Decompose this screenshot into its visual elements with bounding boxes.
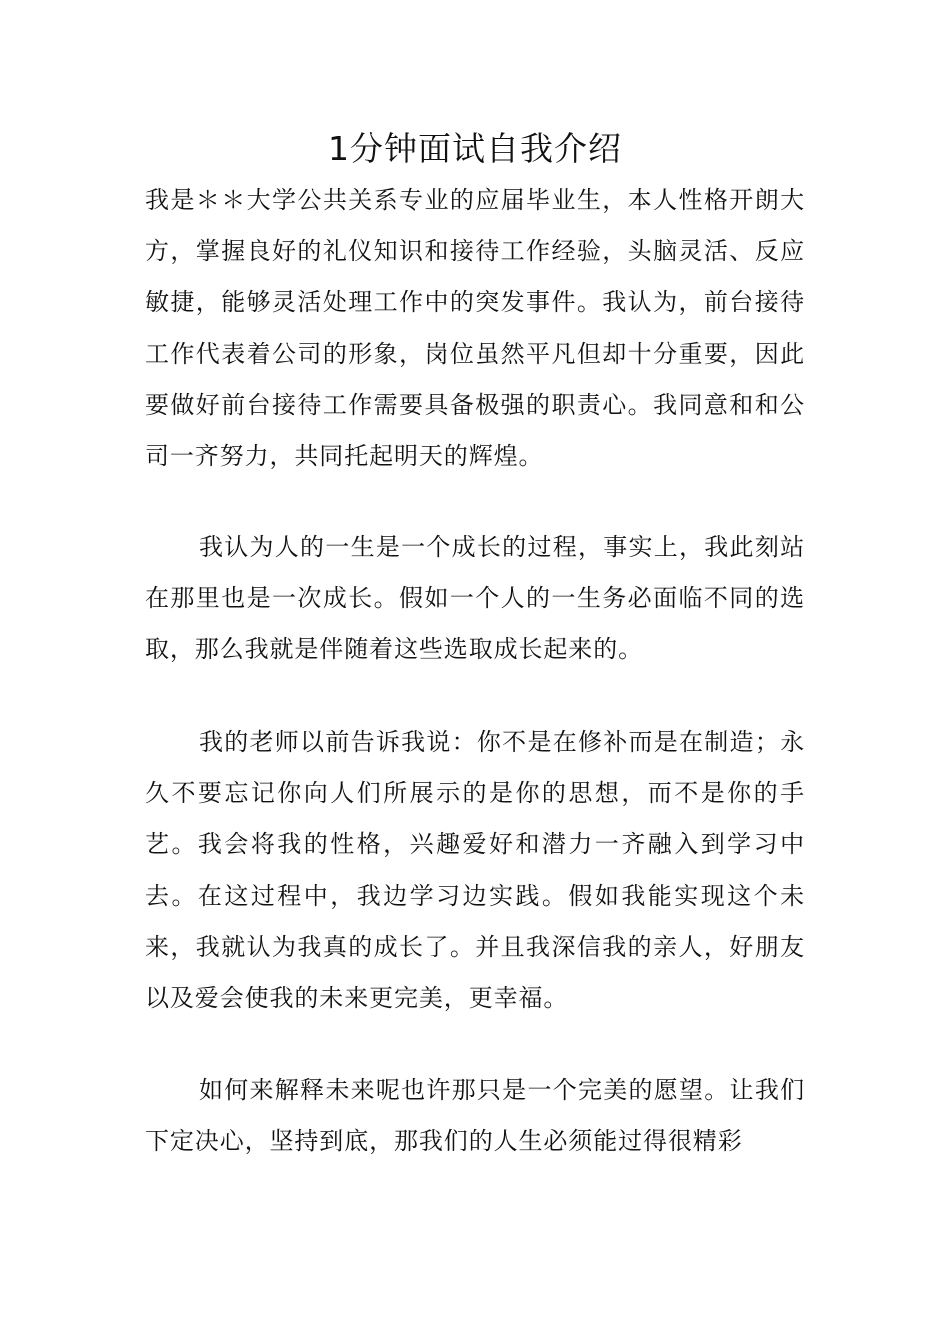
document-title: 1分钟面试自我介绍 [328,129,622,168]
paragraph-1: 我是＊＊大学公共关系专业的应届毕业生，本人性格开朗大方，掌握良好的礼仪知识和接待工作经验，头脑灵活、反应敏捷，能够灵活处理工作中的突发事件。我认为，前台接待工作代表着公司的形象，岗位虽然平凡但却十分重要，因此要做好前台接待工作需要具备极强的职责心。我同意和和公司一齐努力，共同托起明天的辉煌。 [145,186,805,471]
paragraph-3: 我的老师以前告诉我说：你不是在修补而是在制造；永久不要忘记你向人们所展示的是你的思想，而不是你的手艺。我会将我的性格，兴趣爱好和潜力一齐融入到学习中去。在这过程中，我边学习边实践。假如我能实现这个未来，我就认为我真的成长了。并且我深信我的亲人，好朋友以及爱会使我的未来更完美，更幸福。 [145,728,805,1013]
paragraph-4: 如何来解释未来呢也许那只是一个完美的愿望。让我们下定决心，坚持到底，那我们的人生必须能过得很精彩 [145,1076,805,1156]
paragraph-2: 我认为人的一生是一个成长的过程，事实上，我此刻站在那里也是一次成长。假如一个人的一生务必面临不同的选取，那么我就是伴随着这些选取成长起来的。 [145,533,805,664]
